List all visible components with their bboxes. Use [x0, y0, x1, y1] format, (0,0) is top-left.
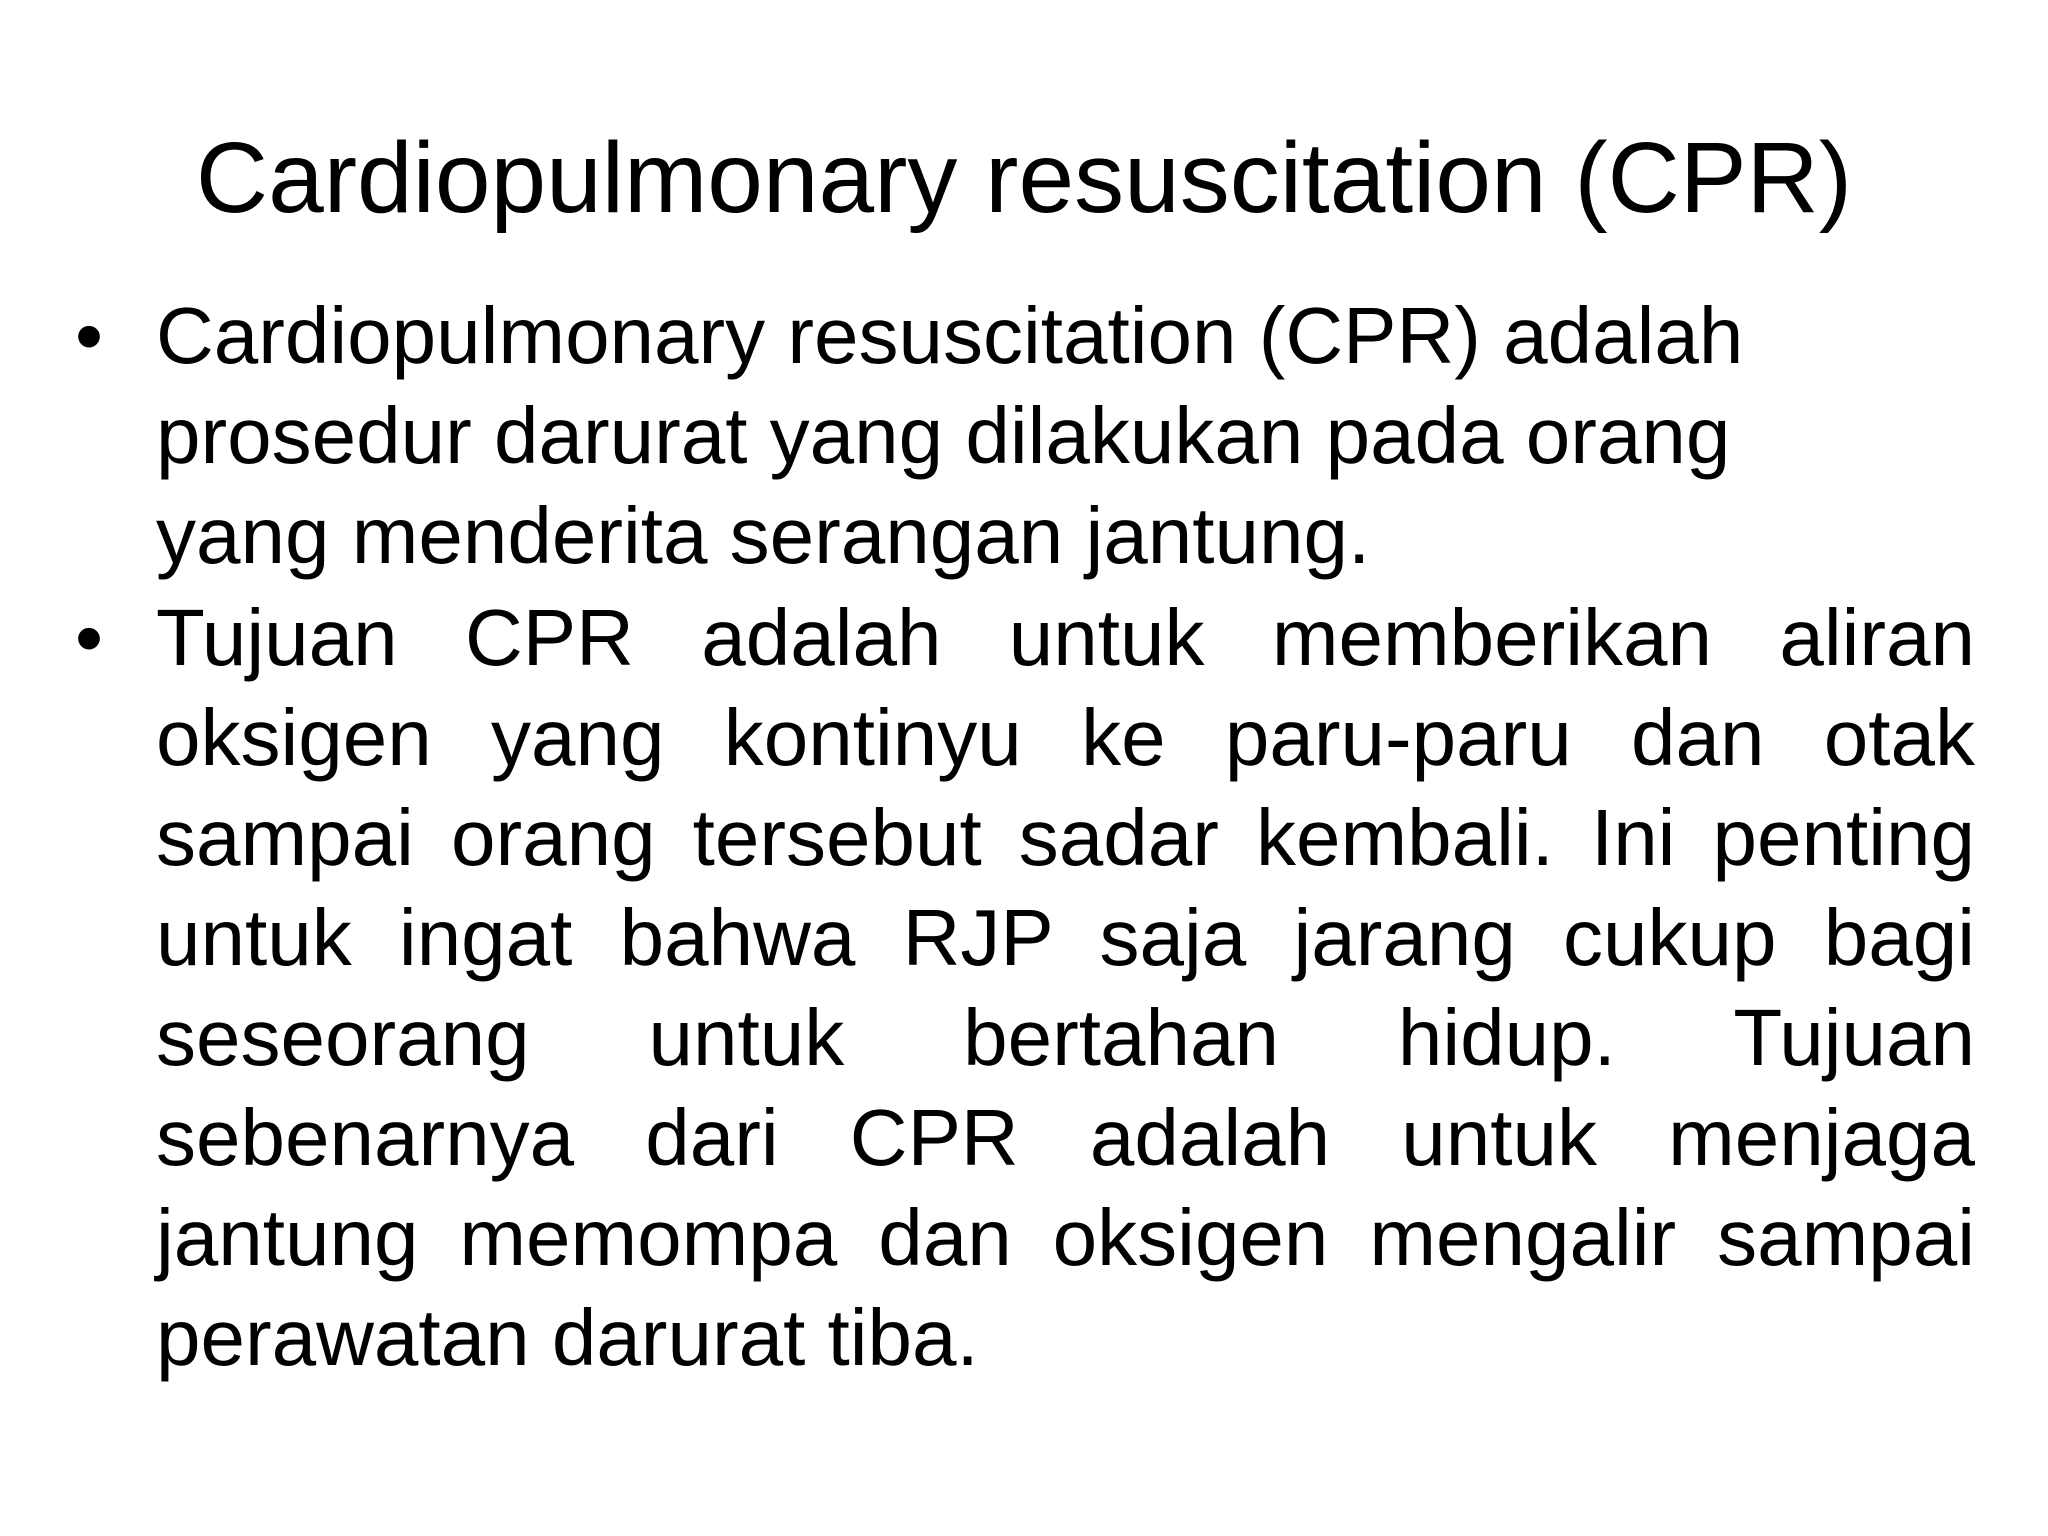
bullet-marker: • — [75, 593, 104, 682]
bullet-list — [75, 286, 1975, 1388]
bullet-marker: • — [75, 291, 104, 380]
slide-title: Cardiopulmonary resuscitation (CPR) — [195, 122, 1853, 234]
bullet-item-definition — [75, 286, 1975, 586]
bullet-text-purpose: Tujuan CPR adalah untuk memberikan aliran oksigen yang kontinyu ke paru-paru dan otak sampai orang tersebut sadar kembali. Ini penting untuk ingat bahwa RJP saja jarang cukup bagi seseorang untuk bertahan hidup. Tujuan sebenarnya dari CPR adalah untuk menjaga jantung memompa dan oksigen mengalir sampai perawatan darurat tiba. — [156, 593, 1975, 1382]
bullet-item-purpose — [75, 588, 1975, 1388]
bullet-text-definition: Cardiopulmonary resuscitation (CPR) adalah prosedur darurat yang dilakukan pada orang yang menderita serangan jantung. — [156, 291, 1744, 580]
